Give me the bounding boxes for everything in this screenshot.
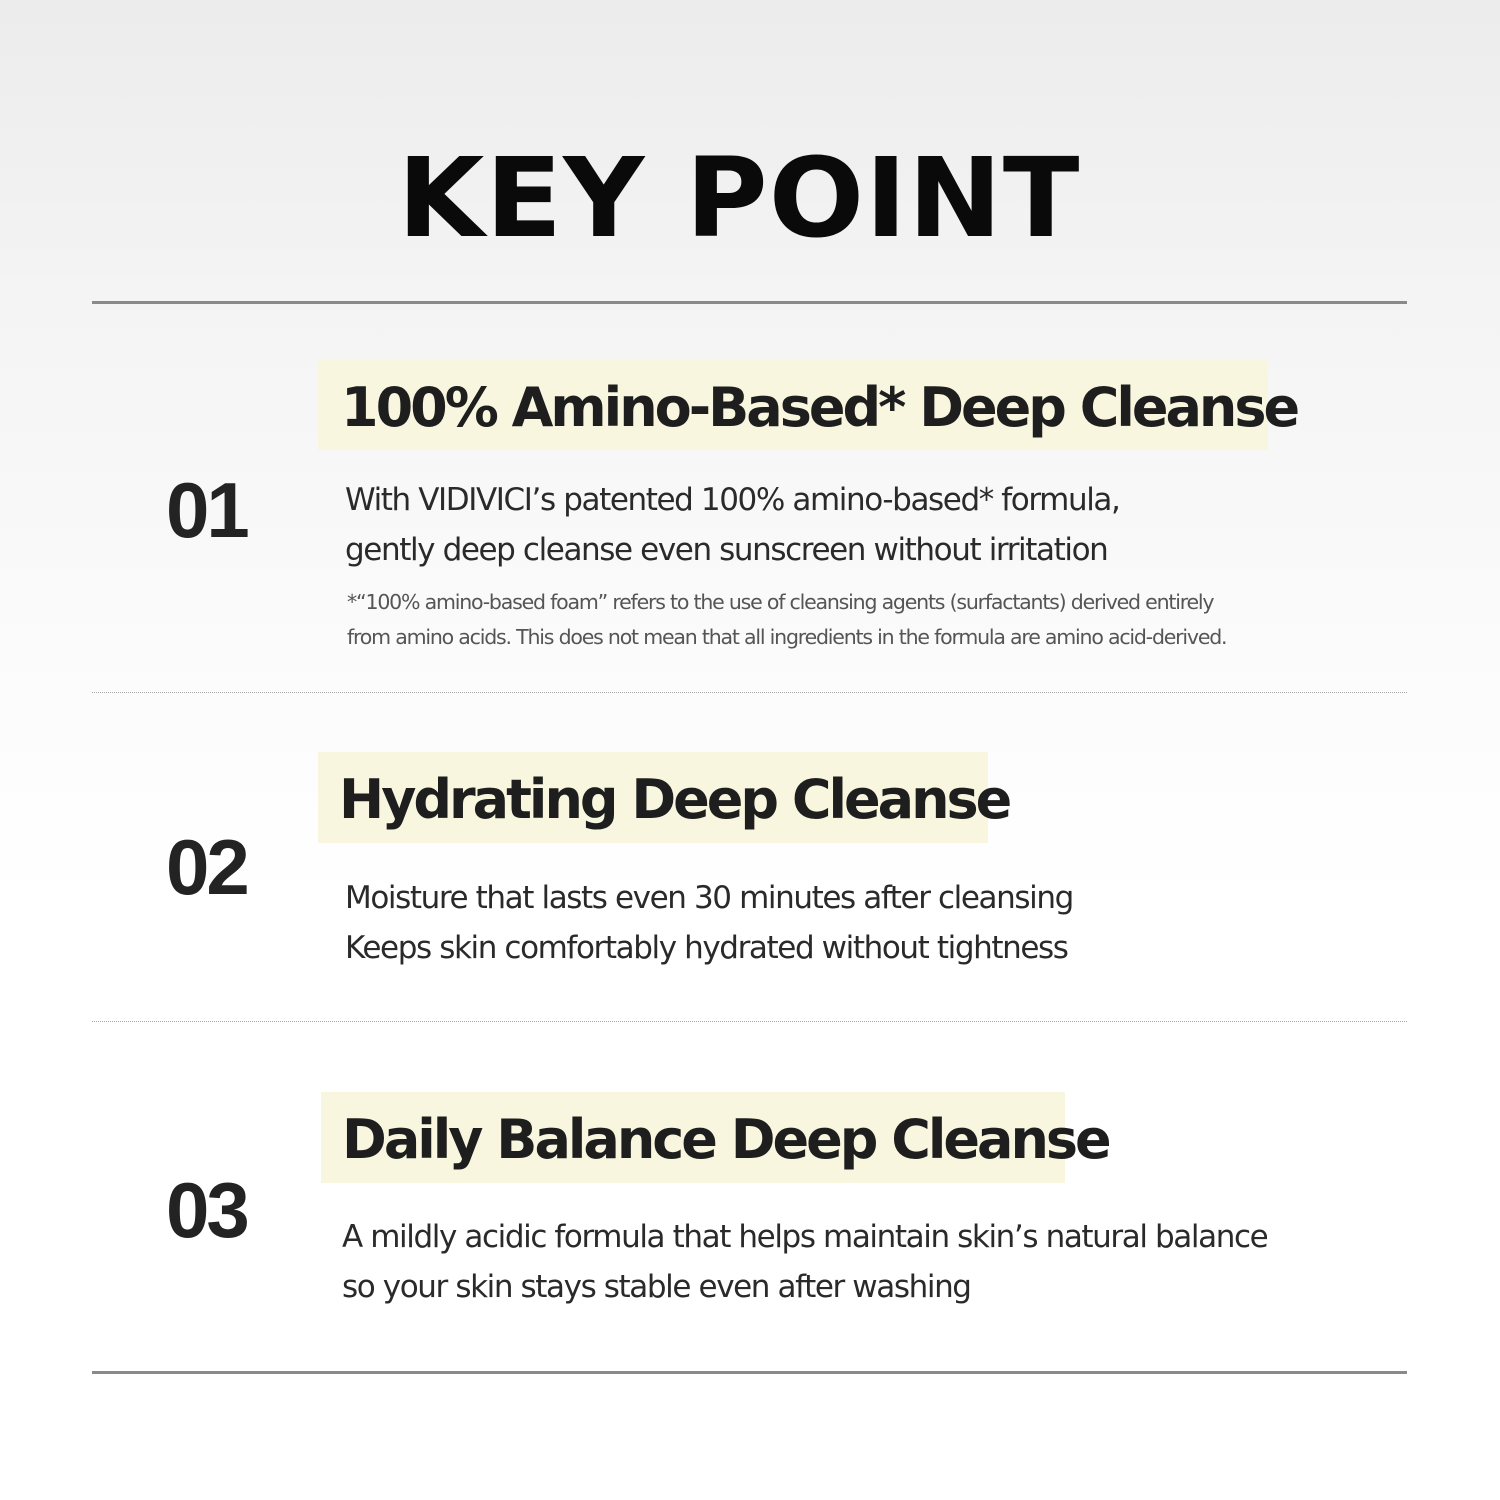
section-divider: [92, 692, 1407, 693]
footnote-line: from amino acids. This does not mean that all ingredients in the formula are amino acid-derived.: [347, 625, 1227, 649]
key-point-number: 02: [166, 823, 247, 911]
key-point-text-line: With VIDIVICI’s patented 100% amino-based* formula,: [345, 482, 1120, 518]
page-title: KEY POINT: [397, 134, 1081, 262]
key-point-heading: Daily Balance Deep Cleanse: [342, 1108, 1109, 1171]
key-point-heading: 100% Amino-Based* Deep Cleanse: [341, 376, 1298, 439]
footnote-line: *“100% amino-based foam” refers to the use of cleansing agents (surfactants) derived entirely: [347, 590, 1214, 614]
key-point-text-line: Keeps skin comfortably hydrated without tightness: [345, 930, 1068, 966]
section-divider: [92, 1021, 1407, 1022]
key-point-text-line: A mildly acidic formula that helps maintain skin’s natural balance: [342, 1219, 1268, 1255]
bottom-divider: [92, 1371, 1407, 1374]
top-divider: [92, 301, 1407, 304]
key-point-text-line: gently deep cleanse even sunscreen without irritation: [345, 532, 1108, 568]
key-point-text-line: so your skin stays stable even after washing: [342, 1269, 971, 1305]
key-point-text-line: Moisture that lasts even 30 minutes after cleansing: [345, 880, 1073, 916]
key-point-number: 01: [166, 466, 247, 554]
key-point-heading: Hydrating Deep Cleanse: [339, 768, 1010, 831]
key-point-number: 03: [166, 1166, 247, 1254]
